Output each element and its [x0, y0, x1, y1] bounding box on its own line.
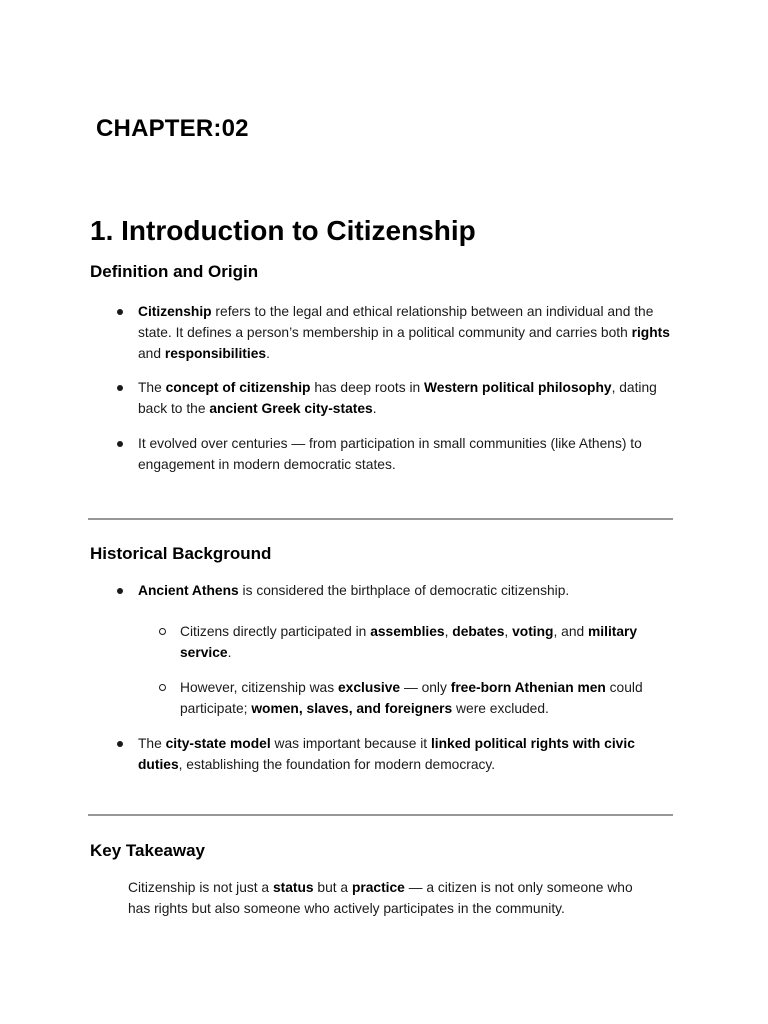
list-item: [138, 433, 642, 475]
horizontal-rule: [88, 814, 673, 816]
horizontal-rule: [88, 518, 673, 520]
chapter-label: CHAPTER:02: [96, 115, 249, 142]
bullet-disc-icon: [117, 385, 123, 391]
list-item: [138, 733, 635, 775]
list-item: [138, 301, 670, 364]
section-heading-definition-and-origin: Definition and Origin: [90, 262, 259, 281]
list-item: [138, 580, 569, 601]
bullet-disc-icon: [117, 309, 123, 315]
list-item-text: The concept of citizenship has deep roots in Western political philosophy, dating back to the ancient Greek city-states.: [138, 380, 657, 416]
key-takeaway-paragraph: [128, 877, 633, 919]
bullet-circle-icon: [159, 628, 166, 635]
section-heading-historical-background: Historical Background: [90, 544, 272, 563]
list-item-text: However, citizenship was exclusive — only free-born Athenian men could participate; women, slaves, and foreigners were excluded.: [180, 680, 643, 716]
list-item: [138, 377, 657, 419]
page-title: 1. Introduction to Citizenship: [90, 215, 476, 246]
sub-list-item: [180, 621, 637, 663]
sub-list-item: [180, 677, 643, 719]
bullet-disc-icon: [117, 588, 123, 594]
section-heading-key-takeaway: Key Takeaway: [90, 841, 205, 860]
bullet-disc-icon: [117, 441, 123, 447]
list-item-text: Citizens directly participated in assemblies, debates, voting, and military service.: [180, 624, 638, 660]
list-item-text: Ancient Athens is considered the birthplace of democratic citizenship.: [138, 583, 570, 598]
paragraph-text: Citizenship is not just a status but a practice — a citizen is not only someone who has rights but also someone who actively participates in the community.: [128, 880, 633, 916]
list-item-text: Citizenship refers to the legal and ethical relationship between an individual and the state. It defines a person’s membership in a political community and carries both rights and responsibilities.: [138, 304, 670, 361]
bullet-circle-icon: [159, 684, 166, 691]
list-item-text: It evolved over centuries — from participation in small communities (like Athens) to engagement in modern democratic states.: [138, 436, 642, 472]
bullet-disc-icon: [117, 741, 123, 747]
list-item-text: The city-state model was important because it linked political rights with civic duties, establishing the foundation for modern democracy.: [138, 736, 635, 772]
